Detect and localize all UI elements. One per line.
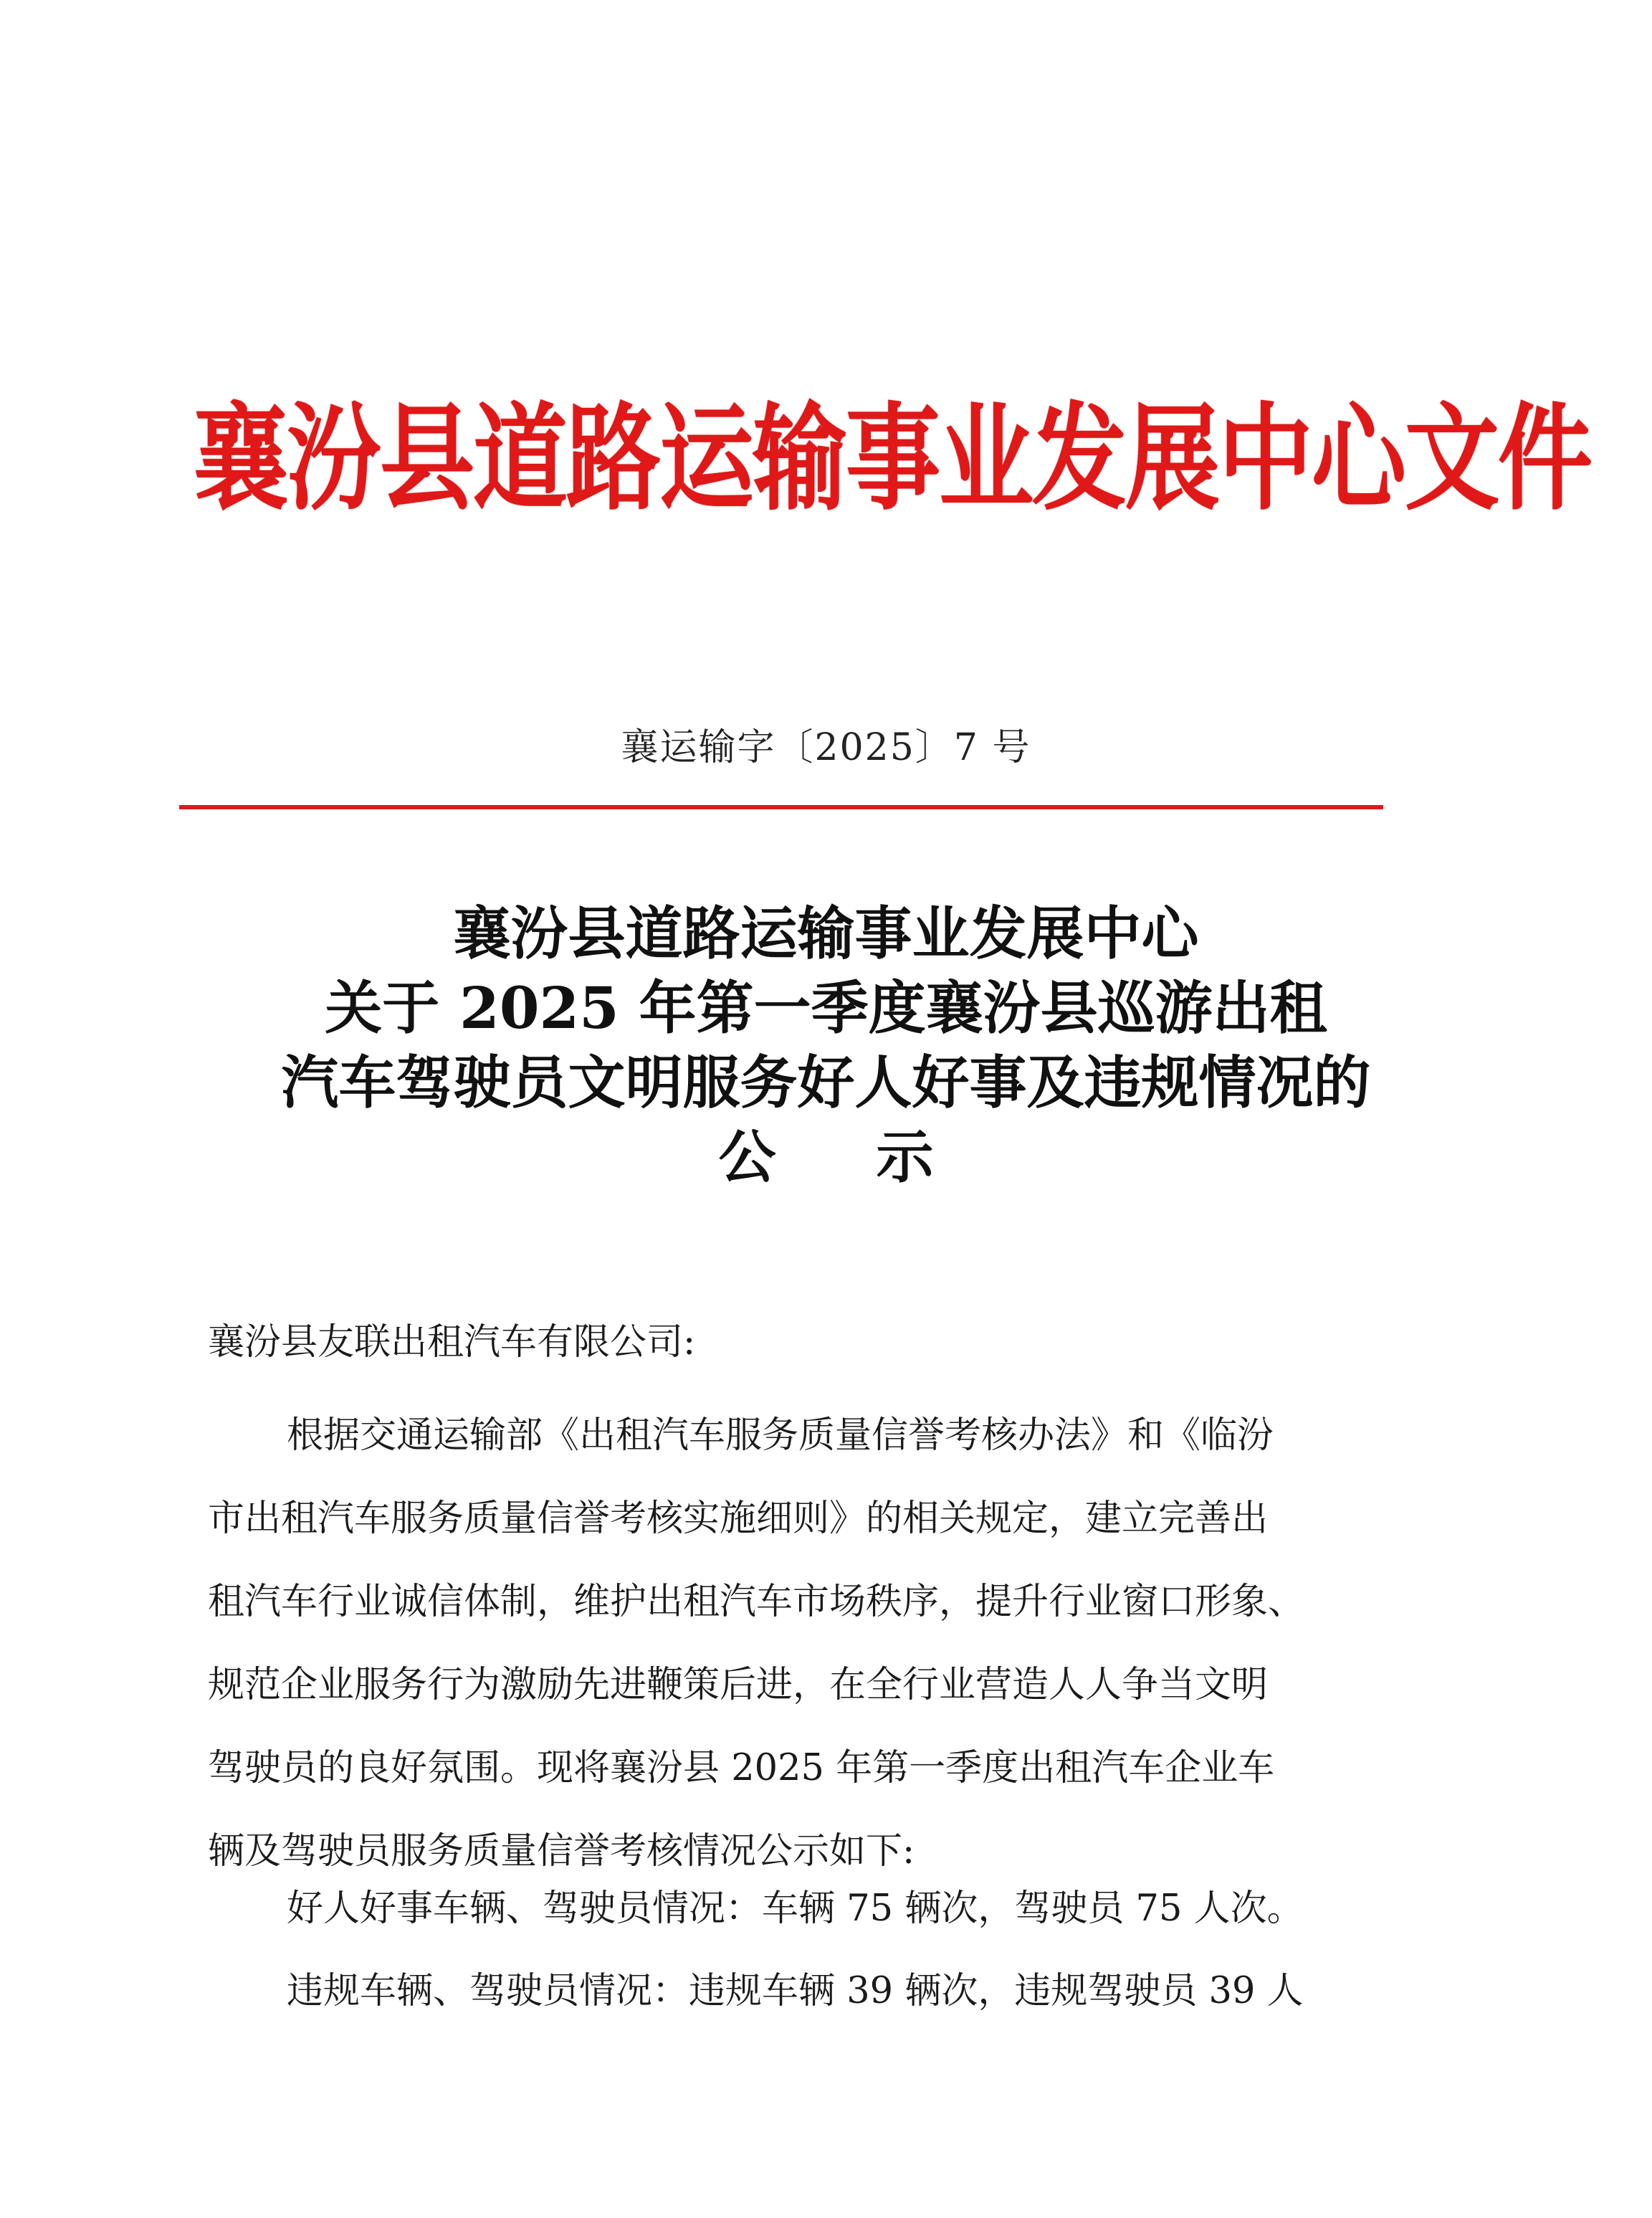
body-paragraph — [208, 1394, 1441, 1893]
title-line-1: 襄汾县道路运输事业发展中心 — [453, 900, 1199, 967]
paragraph-line: 辆及驾驶员服务质量信誉考核情况公示如下: — [208, 1830, 915, 1872]
paragraph-line: 驾驶员的良好氛围。现将襄汾县 2025 年第一季度出租汽车企业车 — [208, 1747, 1275, 1789]
notice-title — [0, 896, 1652, 1194]
title-line-2: 关于 2025 年第一季度襄汾县巡游出租 — [325, 974, 1327, 1042]
paragraph-line: 根据交通运输部《出租汽车服务质量信誉考核办法》和《临汾 — [287, 1414, 1274, 1457]
title-line-3: 汽车驾驶员文明服务好人好事及违规情况的 — [281, 1049, 1371, 1116]
paragraph-line: 市出租汽车服务质量信誉考核实施细则》的相关规定，建立完善出 — [208, 1498, 1269, 1540]
document-number: 襄运输字〔2025〕7 号 — [621, 726, 1031, 769]
good-deeds-summary: 好人好事车辆、驾驶员情况：车辆 75 辆次，驾驶员 75 人次。 — [287, 1888, 1304, 1930]
addressee: 襄汾县友联出租汽车有限公司: — [208, 1321, 696, 1363]
title-line-4: 公示 — [718, 1123, 1034, 1191]
paragraph-line: 租汽车行业诚信体制，维护出租汽车市场秩序，提升行业窗口形象、 — [208, 1581, 1305, 1623]
violations-summary: 违规车辆、驾驶员情况：违规车辆 39 辆次，违规驾驶员 39 人 — [287, 1970, 1304, 2012]
masthead-title: 襄汾县道路运输事业发展中心文件 — [194, 391, 1591, 527]
red-divider — [179, 805, 1383, 809]
paragraph-line: 规范企业服务行为激励先进鞭策后进，在全行业营造人人争当文明 — [208, 1664, 1269, 1706]
